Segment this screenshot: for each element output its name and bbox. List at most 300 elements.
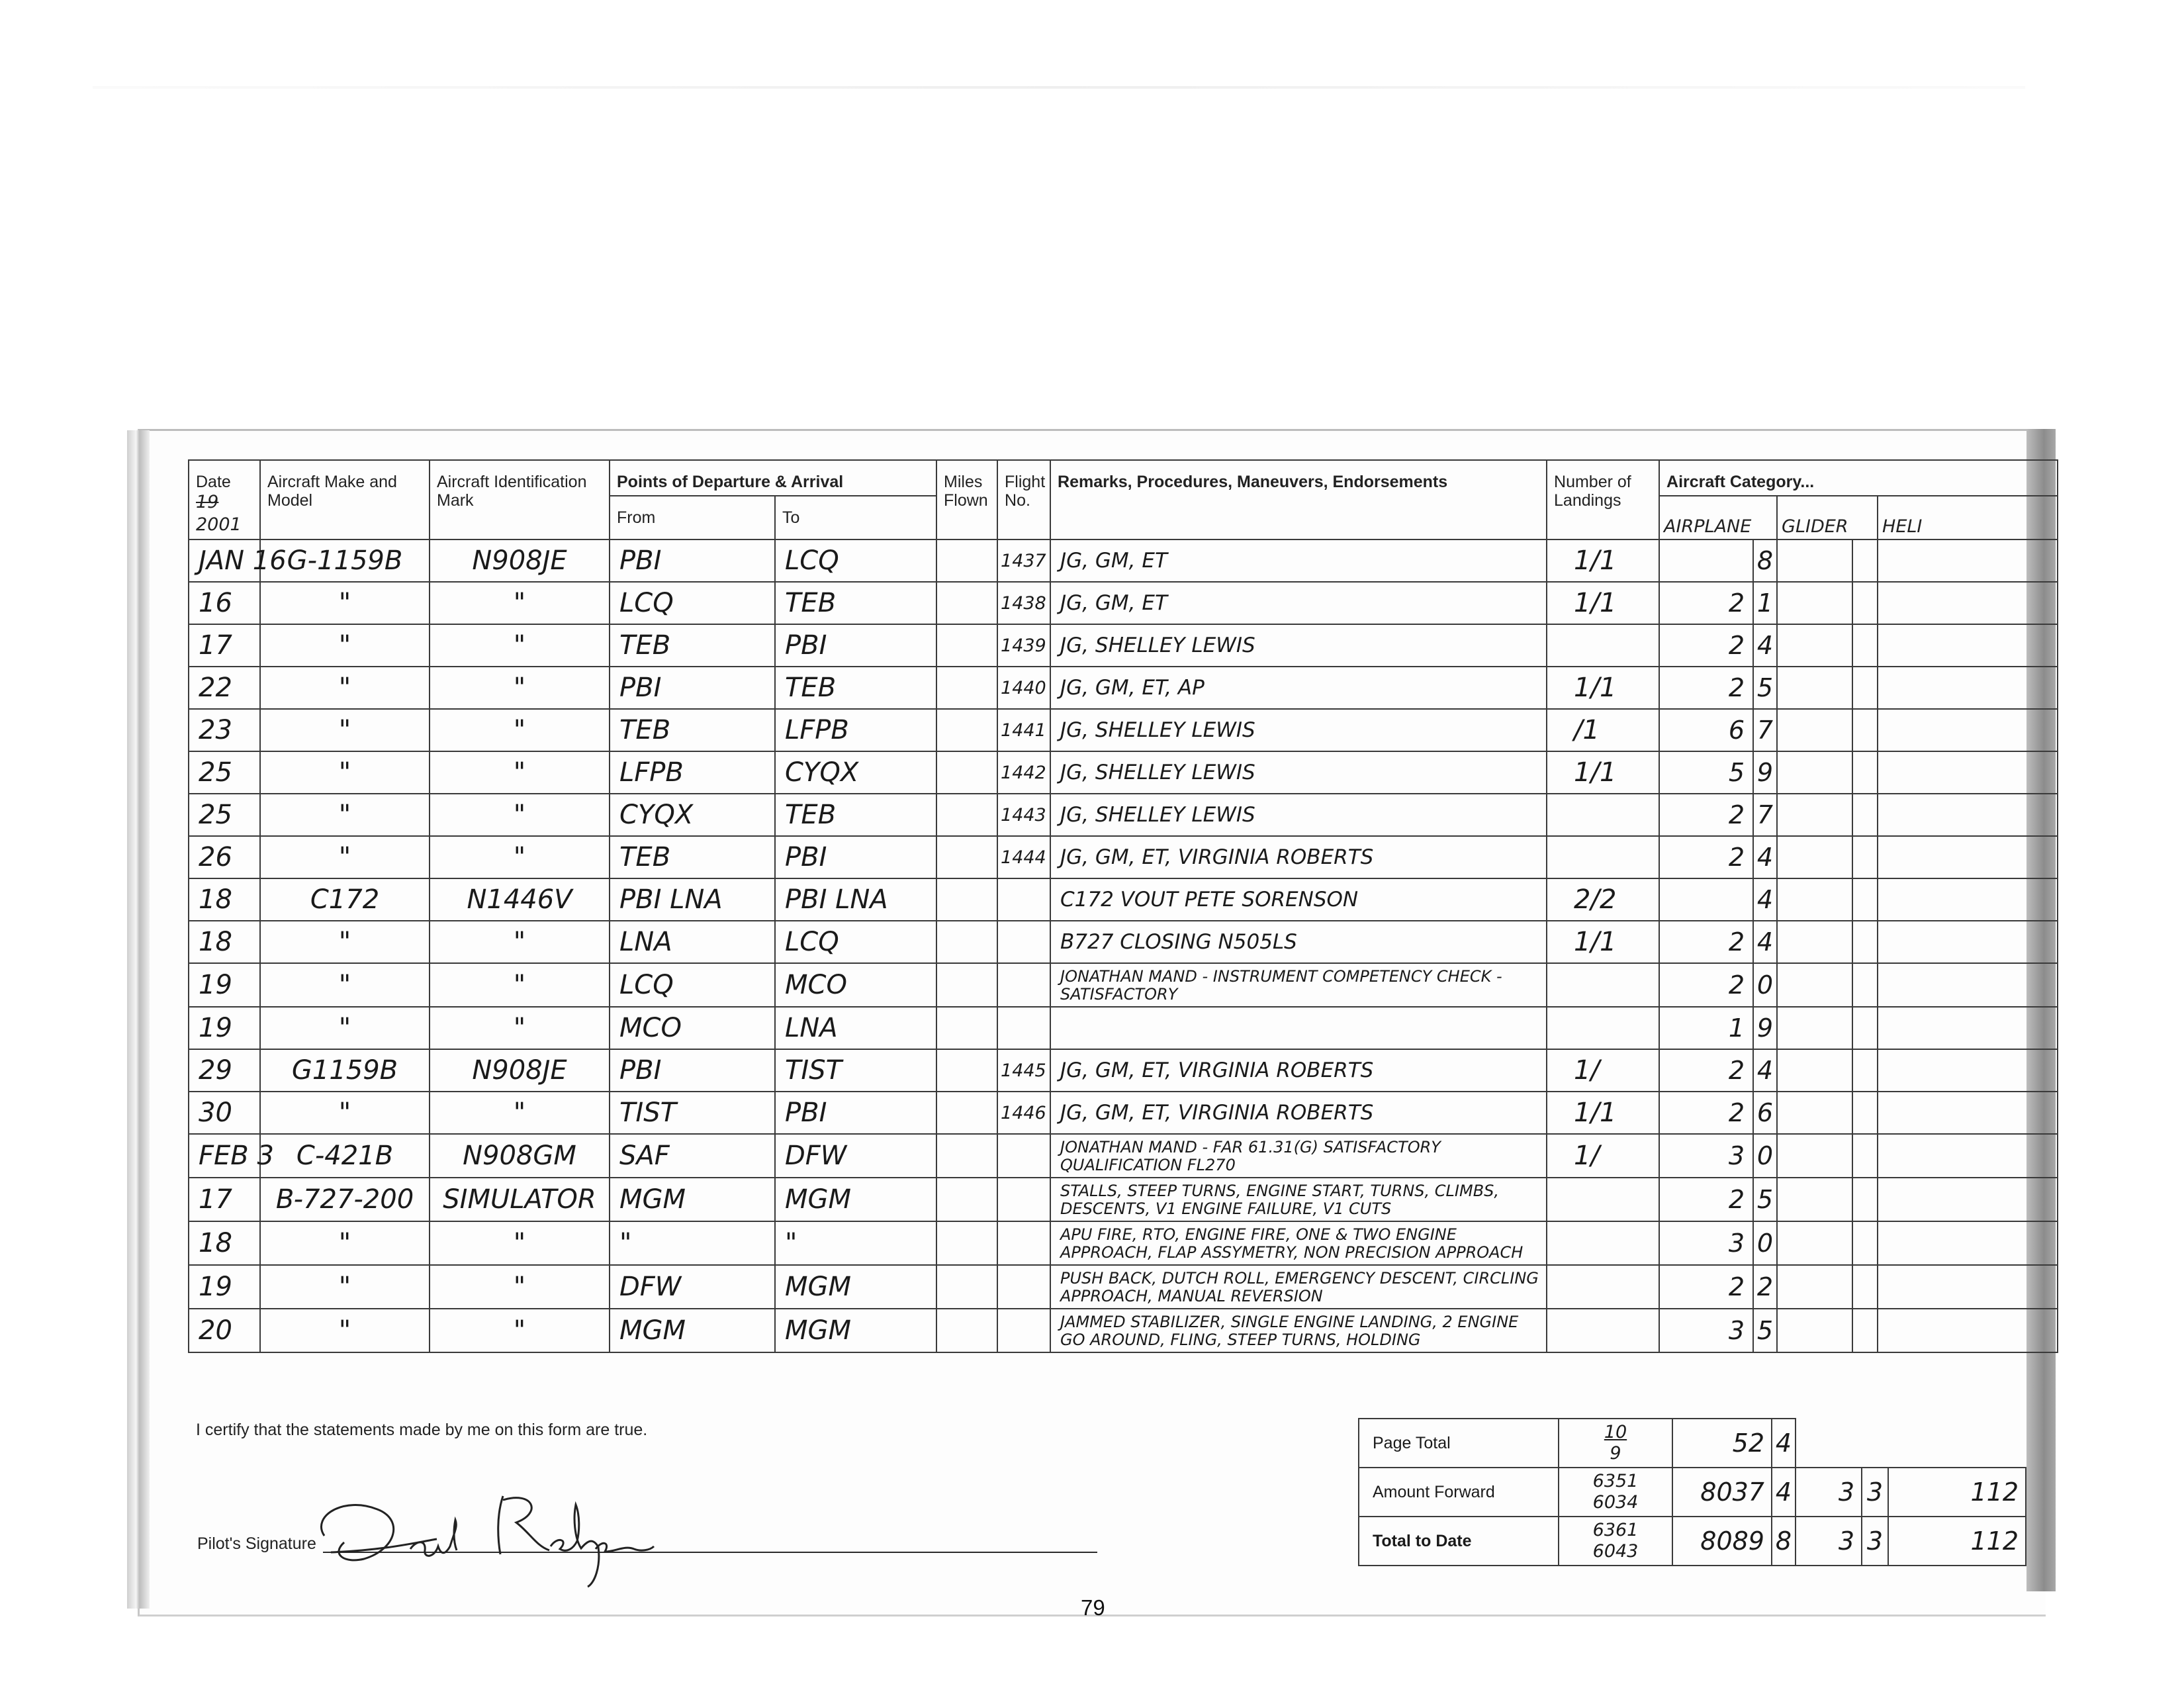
airplane-tenths-cell: 4 (1753, 921, 1777, 963)
to-cell: TEB (775, 582, 936, 624)
model-cell: " (260, 1007, 430, 1049)
glider-hours-cell (1777, 1134, 1852, 1178)
remarks-cell: JONATHAN MAND - INSTRUMENT COMPETENCY CHECK - SATISFACTORY (1050, 963, 1547, 1007)
airplane-hours-cell: 3 (1659, 1221, 1753, 1265)
airplane-hours-cell: 2 (1659, 624, 1753, 667)
to-cell: TEB (775, 667, 936, 709)
heli-cell (1878, 836, 2058, 878)
remarks-header: Remarks, Procedures, Maneuvers, Endorsements (1050, 460, 1547, 539)
heli-cell (1878, 921, 2058, 963)
airplane-hours-cell: 2 (1659, 1049, 1753, 1092)
glider-tenths-cell (1852, 1049, 1878, 1092)
flight-number-cell (997, 921, 1050, 963)
ident-cell: N1446V (430, 878, 610, 921)
amount-forward-heli: 112 (1888, 1468, 2026, 1517)
airplane-tenths-cell: 8 (1753, 539, 1777, 582)
glider-hours-cell (1777, 921, 1852, 963)
total-to-date-landings: 6361 6043 (1559, 1517, 1672, 1566)
heli-cell (1878, 667, 2058, 709)
table-row (189, 582, 2058, 624)
ident-cell: " (430, 1265, 610, 1309)
to-cell: PBI (775, 1092, 936, 1134)
airplane-tenths-cell: 1 (1753, 582, 1777, 624)
date-cell: 25 (189, 794, 260, 836)
amount-forward-landings: 6351 6034 (1559, 1468, 1672, 1517)
flight-number-cell (997, 963, 1050, 1007)
miles-cell (936, 1049, 997, 1092)
ident-cell: " (430, 794, 610, 836)
total-to-date-row (1359, 1517, 2026, 1566)
flight-number-cell: 1438 (997, 582, 1050, 624)
ident-cell: " (430, 582, 610, 624)
airplane-tenths-cell: 0 (1753, 1134, 1777, 1178)
glider-tenths-cell (1852, 836, 1878, 878)
glider-tenths-cell (1852, 878, 1878, 921)
heli-cell (1878, 1265, 2058, 1309)
table-row (189, 751, 2058, 794)
amount-forward-glider-whole: 3 (1796, 1468, 1862, 1517)
model-cell: C-421B (260, 1134, 430, 1178)
miles-cell (936, 709, 997, 751)
table-row (189, 709, 2058, 751)
airplane-hours-cell: 2 (1659, 1178, 1753, 1221)
to-header: To (775, 496, 936, 539)
flight-number-cell: 1439 (997, 624, 1050, 667)
from-cell: PBI (610, 539, 775, 582)
heli-cell (1878, 539, 2058, 582)
ident-cell: " (430, 1221, 610, 1265)
airplane-hours-cell: 2 (1659, 1265, 1753, 1309)
heli-cell (1878, 1134, 2058, 1178)
model-cell: " (260, 836, 430, 878)
airplane-hours-cell: 1 (1659, 1007, 1753, 1049)
heli-cell (1878, 624, 2058, 667)
glider-hours-cell (1777, 963, 1852, 1007)
to-cell: LCQ (775, 921, 936, 963)
model-cell: " (260, 624, 430, 667)
remarks-cell: JG, SHELLEY LEWIS (1050, 709, 1547, 751)
remarks-cell: JG, GM, ET, VIRGINIA ROBERTS (1050, 836, 1547, 878)
miles-cell (936, 1221, 997, 1265)
amount-forward-row (1359, 1468, 2026, 1517)
ident-cell: " (430, 624, 610, 667)
glider-hours-cell (1777, 1049, 1852, 1092)
total-to-date-glider-whole: 3 (1796, 1517, 1862, 1566)
flight-number-cell: 1441 (997, 709, 1050, 751)
remarks-cell: JG, GM, ET, AP (1050, 667, 1547, 709)
remarks-cell: JG, SHELLEY LEWIS (1050, 751, 1547, 794)
heli-cell (1878, 1007, 2058, 1049)
date-cell: 25 (189, 751, 260, 794)
miles-cell (936, 539, 997, 582)
glider-tenths-cell (1852, 709, 1878, 751)
miles-cell (936, 1178, 997, 1221)
to-cell: MCO (775, 963, 936, 1007)
from-cell: TEB (610, 624, 775, 667)
page-binding (127, 430, 150, 1609)
heli-cell (1878, 1092, 2058, 1134)
heli-cell (1878, 582, 2058, 624)
points-header: Points of Departure & Arrival (610, 460, 936, 496)
from-cell: TIST (610, 1092, 775, 1134)
landings-cell: 1/ (1547, 1049, 1659, 1092)
miles-cell (936, 751, 997, 794)
total-to-date-glider-tenth: 3 (1862, 1517, 1888, 1566)
page-number: 79 (1081, 1595, 1105, 1620)
to-cell: LFPB (775, 709, 936, 751)
model-cell: B-727-200 (260, 1178, 430, 1221)
ident-cell: " (430, 751, 610, 794)
amount-forward-tenth: 4 (1772, 1468, 1796, 1517)
airplane-hours-cell (1659, 878, 1753, 921)
to-cell: PBI (775, 624, 936, 667)
landings-cell (1547, 1265, 1659, 1309)
remarks-cell: JG, GM, ET, VIRGINIA ROBERTS (1050, 1049, 1547, 1092)
heli-header: HELI (1878, 496, 2058, 539)
flight-number-cell (997, 1178, 1050, 1221)
date-cell: 18 (189, 878, 260, 921)
glider-header: GLIDER (1777, 496, 1878, 539)
ident-cell: " (430, 1309, 610, 1352)
landings-header: Number of Landings (1547, 460, 1659, 539)
glider-hours-cell (1777, 878, 1852, 921)
glider-tenths-cell (1852, 1007, 1878, 1049)
airplane-hours-cell: 2 (1659, 963, 1753, 1007)
model-cell: " (260, 1092, 430, 1134)
miles-cell (936, 836, 997, 878)
remarks-cell: JONATHAN MAND - FAR 61.31(G) SATISFACTORY QUALIFICATION FL270 (1050, 1134, 1547, 1178)
remarks-cell: JAMMED STABILIZER, SINGLE ENGINE LANDING, 2 ENGINE GO AROUND, FLING, STEEP TURNS, HOLDING (1050, 1309, 1547, 1352)
airplane-tenths-cell: 4 (1753, 878, 1777, 921)
remarks-cell: STALLS, STEEP TURNS, ENGINE START, TURNS, CLIMBS, DESCENTS, V1 ENGINE FAILURE, V1 CUTS (1050, 1178, 1547, 1221)
flight-number-cell (997, 1007, 1050, 1049)
landings-cell (1547, 963, 1659, 1007)
to-cell: LCQ (775, 539, 936, 582)
miles-cell (936, 667, 997, 709)
from-cell: LCQ (610, 963, 775, 1007)
model-cell: " (260, 709, 430, 751)
airplane-hours-cell: 2 (1659, 794, 1753, 836)
miles-cell (936, 794, 997, 836)
from-cell: MCO (610, 1007, 775, 1049)
glider-tenths-cell (1852, 667, 1878, 709)
flight-number-cell (997, 1309, 1050, 1352)
remarks-cell: B727 CLOSING N505LS (1050, 921, 1547, 963)
date-cell: 20 (189, 1309, 260, 1352)
date-cell: 18 (189, 1221, 260, 1265)
airplane-tenths-cell: 6 (1753, 1092, 1777, 1134)
table-row (189, 794, 2058, 836)
ident-cell: N908GM (430, 1134, 610, 1178)
airplane-hours-cell (1659, 539, 1753, 582)
landings-cell (1547, 1309, 1659, 1352)
model-cell: C172 (260, 878, 430, 921)
header-row (189, 460, 2058, 496)
to-cell: DFW (775, 1134, 936, 1178)
flight-number-cell: 1443 (997, 794, 1050, 836)
to-cell: MGM (775, 1178, 936, 1221)
heli-cell (1878, 709, 2058, 751)
miles-cell (936, 921, 997, 963)
heli-cell (1878, 1049, 2058, 1092)
remarks-cell: C172 VOUT PETE SORENSON (1050, 878, 1547, 921)
miles-cell (936, 1134, 997, 1178)
flight-number-cell: 1445 (997, 1049, 1050, 1092)
from-cell: CYQX (610, 794, 775, 836)
glider-hours-cell (1777, 836, 1852, 878)
remarks-cell (1050, 1007, 1547, 1049)
date-cell: 19 (189, 1265, 260, 1309)
model-cell: " (260, 667, 430, 709)
remarks-cell: PUSH BACK, DUTCH ROLL, EMERGENCY DESCENT, CIRCLING APPROACH, MANUAL REVERSION (1050, 1265, 1547, 1309)
miles-cell (936, 878, 997, 921)
glider-tenths-cell (1852, 921, 1878, 963)
glider-hours-cell (1777, 582, 1852, 624)
table-row (189, 539, 2058, 582)
table-row (189, 963, 2058, 1007)
remarks-cell: APU FIRE, RTO, ENGINE FIRE, ONE & TWO ENGINE APPROACH, FLAP ASSYMETRY, NON PRECISION APPROACH (1050, 1221, 1547, 1265)
table-row (189, 624, 2058, 667)
landings-cell (1547, 794, 1659, 836)
from-cell: TEB (610, 836, 775, 878)
heli-cell (1878, 794, 2058, 836)
airplane-hours-cell: 2 (1659, 1092, 1753, 1134)
airplane-tenths-cell: 7 (1753, 709, 1777, 751)
table-row (189, 1221, 2058, 1265)
table-row (189, 1092, 2058, 1134)
ident-cell: N908JE (430, 1049, 610, 1092)
landings-cell: 1/1 (1547, 921, 1659, 963)
date-header: Date 19 2001 (189, 460, 260, 539)
make-model-header: Aircraft Make and Model (260, 460, 430, 539)
heli-cell (1878, 1309, 2058, 1352)
from-cell: LFPB (610, 751, 775, 794)
signature-label: Pilot's Signature (197, 1534, 316, 1553)
miles-cell (936, 582, 997, 624)
airplane-tenths-cell: 9 (1753, 751, 1777, 794)
table-row (189, 667, 2058, 709)
landings-cell: 1/ (1547, 1134, 1659, 1178)
flight-number-cell: 1446 (997, 1092, 1050, 1134)
glider-tenths-cell (1852, 1265, 1878, 1309)
airplane-hours-cell: 2 (1659, 667, 1753, 709)
airplane-hours-cell: 2 (1659, 836, 1753, 878)
date-cell: 30 (189, 1092, 260, 1134)
ident-cell: " (430, 921, 610, 963)
landings-cell (1547, 624, 1659, 667)
heli-cell (1878, 1178, 2058, 1221)
ident-cell: " (430, 667, 610, 709)
to-cell: LNA (775, 1007, 936, 1049)
glider-hours-cell (1777, 624, 1852, 667)
glider-hours-cell (1777, 1265, 1852, 1309)
total-to-date-whole: 8089 (1672, 1517, 1772, 1566)
date-cell: 22 (189, 667, 260, 709)
landings-cell: /1 (1547, 709, 1659, 751)
table-row (189, 1049, 2058, 1092)
landings-cell: 1/1 (1547, 1092, 1659, 1134)
to-cell: PBI (775, 836, 936, 878)
page-total-label: Page Total (1359, 1419, 1559, 1468)
model-cell: " (260, 1221, 430, 1265)
landings-cell (1547, 1221, 1659, 1265)
glider-tenths-cell (1852, 963, 1878, 1007)
remarks-cell: JG, GM, ET, VIRGINIA ROBERTS (1050, 1092, 1547, 1134)
ident-cell: N908JE (430, 539, 610, 582)
glider-tenths-cell (1852, 751, 1878, 794)
airplane-tenths-cell: 5 (1753, 1309, 1777, 1352)
ident-header: Aircraft Identification Mark (430, 460, 610, 539)
remarks-cell: JG, SHELLEY LEWIS (1050, 624, 1547, 667)
heli-cell (1878, 963, 2058, 1007)
airplane-tenths-cell: 0 (1753, 1221, 1777, 1265)
date-cell: 17 (189, 624, 260, 667)
from-cell: LCQ (610, 582, 775, 624)
to-cell: TEB (775, 794, 936, 836)
glider-tenths-cell (1852, 1178, 1878, 1221)
model-cell: " (260, 751, 430, 794)
from-cell: TEB (610, 709, 775, 751)
to-cell: CYQX (775, 751, 936, 794)
from-cell: " (610, 1221, 775, 1265)
date-cell: 16 (189, 582, 260, 624)
remarks-cell: JG, GM, ET (1050, 539, 1547, 582)
page-total-whole: 52 (1672, 1419, 1772, 1468)
scan-edge (93, 86, 2025, 89)
category-header: Aircraft Category... (1659, 460, 2058, 496)
glider-hours-cell (1777, 1007, 1852, 1049)
flight-header: Flight No. (997, 460, 1050, 539)
to-cell: MGM (775, 1309, 936, 1352)
date-cell: 23 (189, 709, 260, 751)
model-cell: G-1159B (260, 539, 430, 582)
glider-tenths-cell (1852, 1092, 1878, 1134)
airplane-tenths-cell: 7 (1753, 794, 1777, 836)
glider-hours-cell (1777, 667, 1852, 709)
pilot-signature (304, 1476, 728, 1595)
date-cell: 19 (189, 963, 260, 1007)
from-cell: DFW (610, 1265, 775, 1309)
glider-tenths-cell (1852, 1309, 1878, 1352)
heli-cell (1878, 1221, 2058, 1265)
flight-number-cell (997, 1221, 1050, 1265)
flight-number-cell: 1442 (997, 751, 1050, 794)
flight-log-table (188, 459, 2058, 1353)
from-cell: SAF (610, 1134, 775, 1178)
airplane-tenths-cell: 2 (1753, 1265, 1777, 1309)
airplane-tenths-cell: 0 (1753, 963, 1777, 1007)
flight-number-cell (997, 1265, 1050, 1309)
airplane-tenths-cell: 4 (1753, 1049, 1777, 1092)
airplane-tenths-cell: 5 (1753, 667, 1777, 709)
glider-tenths-cell (1852, 539, 1878, 582)
table-row (189, 836, 2058, 878)
landings-cell: 2/2 (1547, 878, 1659, 921)
flight-number-cell (997, 878, 1050, 921)
miles-cell (936, 1092, 997, 1134)
glider-tenths-cell (1852, 624, 1878, 667)
ident-cell: " (430, 1007, 610, 1049)
table-row (189, 1309, 2058, 1352)
landings-cell (1547, 1178, 1659, 1221)
from-cell: MGM (610, 1309, 775, 1352)
page-total-tenth: 4 (1772, 1419, 1796, 1468)
landings-cell: 1/1 (1547, 751, 1659, 794)
miles-cell (936, 624, 997, 667)
miles-cell (936, 1265, 997, 1309)
page-total-landings: 10 9 (1559, 1419, 1672, 1468)
to-cell: MGM (775, 1265, 936, 1309)
landings-cell: 1/1 (1547, 667, 1659, 709)
airplane-tenths-cell: 5 (1753, 1178, 1777, 1221)
total-to-date-label: Total to Date (1359, 1517, 1559, 1566)
landings-cell: 1/1 (1547, 539, 1659, 582)
amount-forward-label: Amount Forward (1359, 1468, 1559, 1517)
remarks-cell: JG, GM, ET (1050, 582, 1547, 624)
from-cell: PBI LNA (610, 878, 775, 921)
airplane-hours-cell: 2 (1659, 582, 1753, 624)
airplane-hours-cell: 5 (1659, 751, 1753, 794)
date-cell: 29 (189, 1049, 260, 1092)
flight-number-cell: 1440 (997, 667, 1050, 709)
heli-cell (1878, 751, 2058, 794)
glider-hours-cell (1777, 539, 1852, 582)
miles-header: Miles Flown (936, 460, 997, 539)
remarks-cell: JG, SHELLEY LEWIS (1050, 794, 1547, 836)
total-to-date-heli: 112 (1888, 1517, 2026, 1566)
airplane-tenths-cell: 4 (1753, 624, 1777, 667)
amount-forward-whole: 8037 (1672, 1468, 1772, 1517)
table-row (189, 878, 2058, 921)
glider-tenths-cell (1852, 1134, 1878, 1178)
from-header: From (610, 496, 775, 539)
glider-hours-cell (1777, 1092, 1852, 1134)
glider-tenths-cell (1852, 582, 1878, 624)
flight-number-cell: 1437 (997, 539, 1050, 582)
date-cell: FEB 3 (189, 1134, 260, 1178)
date-cell: JAN 16 (189, 539, 260, 582)
ident-cell: " (430, 1092, 610, 1134)
landings-cell (1547, 836, 1659, 878)
date-year-struck: 19 (196, 492, 219, 512)
certify-statement: I certify that the statements made by me on this form are true. (196, 1421, 648, 1439)
page-total-row (1359, 1419, 2026, 1468)
airplane-hours-cell: 3 (1659, 1134, 1753, 1178)
ident-cell: " (430, 709, 610, 751)
glider-hours-cell (1777, 794, 1852, 836)
flight-number-cell: 1444 (997, 836, 1050, 878)
miles-cell (936, 963, 997, 1007)
totals-table (1358, 1418, 2026, 1566)
to-cell: TIST (775, 1049, 936, 1092)
ident-cell: SIMULATOR (430, 1178, 610, 1221)
amount-forward-glider-tenth: 3 (1862, 1468, 1888, 1517)
model-cell: " (260, 963, 430, 1007)
date-cell: 19 (189, 1007, 260, 1049)
airplane-hours-cell: 3 (1659, 1309, 1753, 1352)
from-cell: PBI (610, 1049, 775, 1092)
model-cell: " (260, 921, 430, 963)
glider-hours-cell (1777, 1221, 1852, 1265)
airplane-header: AIRPLANE (1659, 496, 1777, 539)
model-cell: G1159B (260, 1049, 430, 1092)
glider-hours-cell (1777, 1178, 1852, 1221)
table-row (189, 1007, 2058, 1049)
table-row (189, 1134, 2058, 1178)
table-row (189, 1178, 2058, 1221)
airplane-hours-cell: 6 (1659, 709, 1753, 751)
miles-cell (936, 1309, 997, 1352)
